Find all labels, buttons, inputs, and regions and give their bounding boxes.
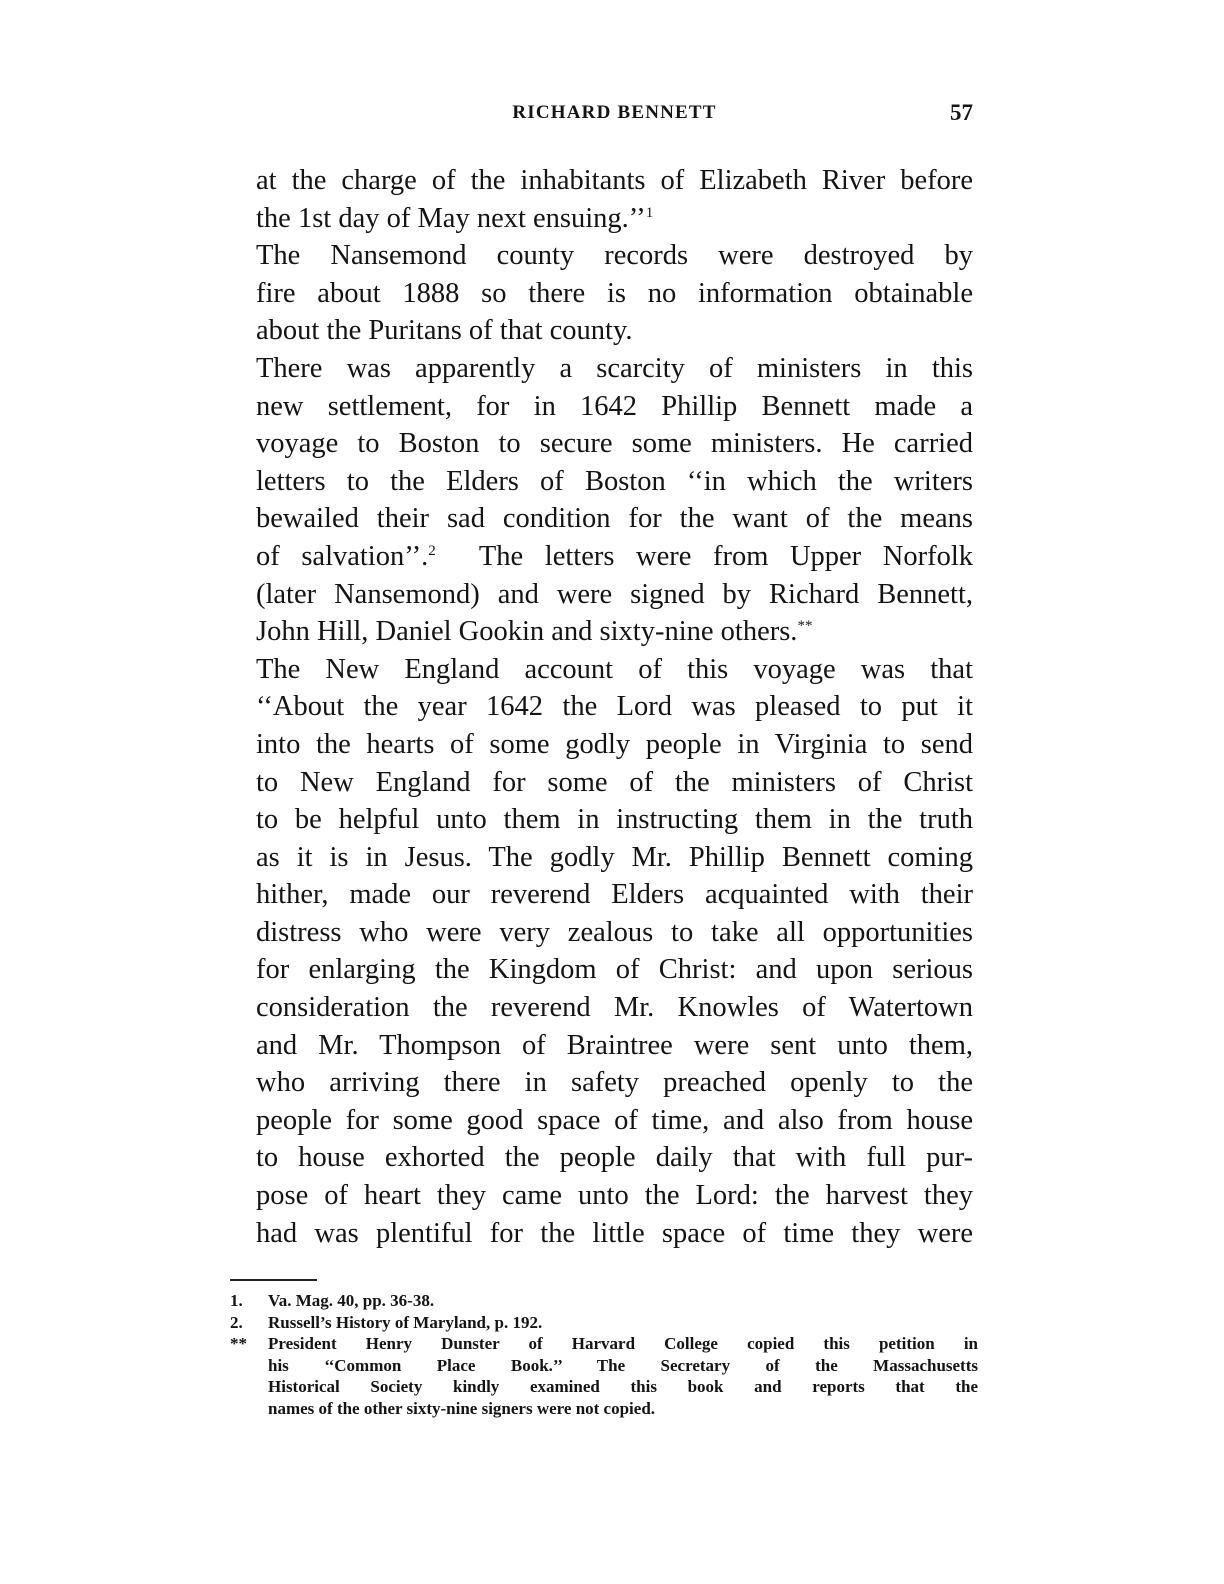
footnote-text [268,1312,978,1334]
body-line: who arriving there in safety preached openly to the [256,1067,973,1099]
footnote-2 [230,1312,978,1334]
body-line-text: the 1st day of May next ensuing.’’ [256,202,646,234]
body-line: fire about 1888 so there is no information obtainable [256,277,973,309]
paragraph-start-line: The Nansemond county records were destroyed by [256,240,973,272]
footnote-ref-star: ** [797,618,813,635]
paragraph-start-line: There was apparently a scarcity of ministers in this [256,352,973,384]
footnote-line: Va. Mag. 40, pp. 36-38. [268,1291,435,1310]
footnote-text [268,1333,978,1419]
body-line-text: The letters were from Upper Norfolk [478,540,973,572]
footnote-mark: 1. [230,1291,243,1310]
body-line: had was plentiful for the little space of time they were [256,1217,973,1249]
footnote-line: Historical Society kindly examined this book and reports that the [268,1377,978,1396]
body-line: new settlement, for in 1642 Phillip Bennett made a [256,390,973,422]
body-line: and Mr. Thompson of Braintree were sent unto them, [256,1029,973,1061]
footnote-1 [230,1290,978,1312]
footnote-line: President Henry Dunster of Harvard College copied this petition in [268,1334,978,1353]
body-line: hither, made our reverend Elders acquainted with their [256,879,973,911]
body-line: voyage to Boston to secure some ministers. He carried [256,428,973,460]
footnote-star [230,1333,978,1419]
body-line: into the hearts of some godly people in Virginia to send [256,728,973,760]
body-line: for enlarging the Kingdom of Christ: and upon serious [256,954,973,986]
body-line [256,538,973,576]
footnote-ref-1: 1 [645,204,654,221]
body-line: bewailed their sad condition for the want of the means [256,503,973,535]
body-line: letters to the Elders of Boston ‘‘in which the writers [256,465,973,497]
body-line: as it is in Jesus. The godly Mr. Phillip Bennett coming [256,841,973,873]
footnote-divider [230,1279,317,1281]
body-line-text: of salvation’’. [256,540,429,572]
body-line: pose of heart they came unto the Lord: the harvest they [256,1180,973,1212]
body-line: to be helpful unto them in instructing them in the truth [256,804,973,836]
body-line: consideration the reverend Mr. Knowles of Watertown [256,992,973,1024]
footnotes [230,1290,978,1419]
footnote-text [268,1290,978,1312]
running-header [256,100,973,130]
body-line: at the charge of the inhabitants of Elizabeth River before [256,165,973,196]
body-line: people for some good space of time, and also from house [256,1104,973,1136]
footnote-mark: ** [230,1334,247,1353]
page-number: 57 [950,100,973,125]
body-line: to house exhorted the people daily that with full pur- [256,1142,973,1174]
body-line [256,613,973,651]
body-line: ‘‘About the year 1642 the Lord was pleased to put it [256,691,973,723]
footnote-ref-2: 2 [428,542,436,559]
footnote-mark: 2. [230,1312,243,1332]
body-text [256,162,973,1252]
body-line-text: John Hill, Daniel Gookin and sixty-nine others. [256,616,798,648]
footnote-line: his ‘‘Common Place Book.’’ The Secretary of the Massachusetts [268,1355,978,1375]
body-line: (later Nansemond) and were signed by Richard Bennett, [256,578,973,610]
running-title: RICHARD BENNETT [512,102,717,123]
body-line: about the Puritans of that county. [256,315,633,347]
body-line: distress who were very zealous to take all opportunities [256,916,973,948]
footnote-line: Russell’s History of Maryland, p. 192. [268,1312,543,1332]
footnote-line: names of the other sixty-nine signers were not copied. [268,1398,656,1418]
paragraph-start-line: The New England account of this voyage was that [256,653,973,685]
body-line: to New England for some of the ministers of Christ [256,766,973,798]
body-line [256,200,973,238]
